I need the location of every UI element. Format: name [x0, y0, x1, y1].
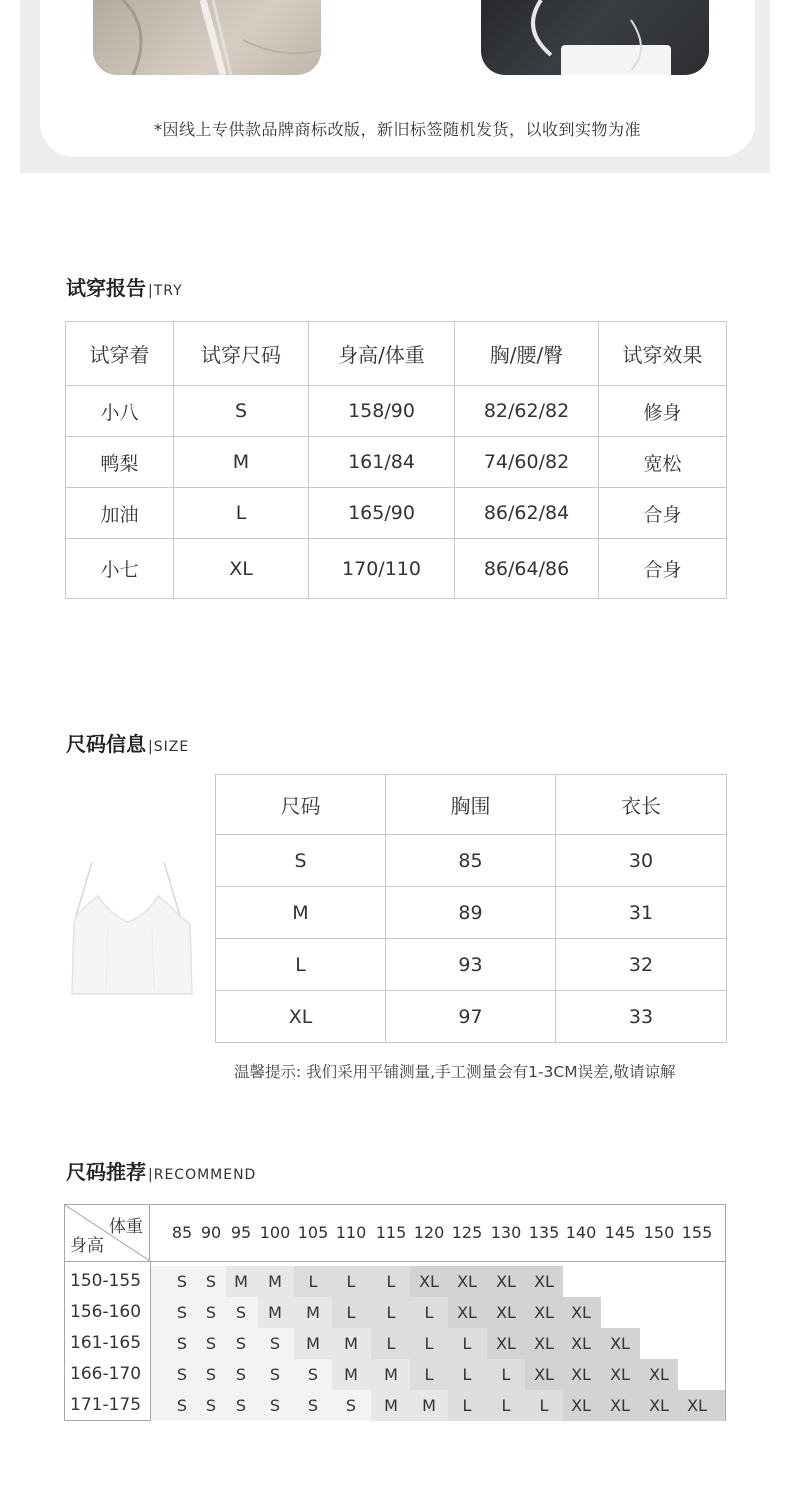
- size-value: S: [205, 1303, 217, 1322]
- table-cell: 86/62/84: [455, 488, 599, 539]
- weight-label: 95: [230, 1223, 252, 1242]
- table-cell: S: [216, 835, 386, 887]
- try-section-title: [66, 272, 183, 301]
- size-value: S: [176, 1334, 188, 1353]
- size-table: [215, 774, 727, 1043]
- table-header-row: [216, 775, 727, 835]
- size-value: M: [306, 1334, 320, 1353]
- header-cell: 身高/体重: [309, 322, 455, 386]
- size-value: XL: [610, 1396, 630, 1415]
- weight-label: 150: [643, 1223, 675, 1242]
- size-value: XL: [649, 1396, 669, 1415]
- recommend-title-subtitle: |RECOMMEND: [148, 1167, 257, 1183]
- size-value: S: [235, 1303, 247, 1322]
- size-value: M: [422, 1396, 436, 1415]
- size-value: S: [307, 1365, 319, 1384]
- weight-label: 90: [200, 1223, 222, 1242]
- size-value: XL: [571, 1365, 591, 1384]
- weight-label: 100: [259, 1223, 291, 1242]
- table-row: [66, 386, 727, 437]
- table-cell: 修身: [599, 386, 727, 437]
- size-value: M: [384, 1365, 398, 1384]
- size-value: L: [501, 1365, 511, 1384]
- size-value: L: [424, 1365, 434, 1384]
- table-cell: 97: [386, 991, 556, 1043]
- table-header-row: [66, 322, 727, 386]
- size-value: XL: [496, 1272, 516, 1291]
- size-value: XL: [571, 1303, 591, 1322]
- table-row: [66, 539, 727, 599]
- table-row: [66, 437, 727, 488]
- size-value: L: [501, 1396, 511, 1415]
- size-value: L: [386, 1334, 396, 1353]
- size-value: M: [268, 1303, 282, 1322]
- size-value: L: [539, 1396, 549, 1415]
- label-photo-right: [481, 0, 709, 75]
- size-value: XL: [534, 1365, 554, 1384]
- height-range-label: 161-165: [70, 1333, 142, 1353]
- size-value: S: [307, 1396, 319, 1415]
- size-value: XL: [610, 1365, 630, 1384]
- table-cell: 86/64/86: [455, 539, 599, 599]
- table-cell: 74/60/82: [455, 437, 599, 488]
- camisole-image: [68, 860, 194, 998]
- size-value: M: [344, 1334, 358, 1353]
- size-section-title: [66, 728, 189, 757]
- size-value: L: [346, 1303, 356, 1322]
- table-cell: 鸭梨: [66, 437, 174, 488]
- header-divider: [65, 1261, 725, 1262]
- size-value: M: [268, 1272, 282, 1291]
- table-cell: 161/84: [309, 437, 455, 488]
- weight-label: 110: [335, 1223, 367, 1242]
- size-value: L: [346, 1272, 356, 1291]
- size-value: L: [386, 1272, 396, 1291]
- table-row: [216, 939, 727, 991]
- measurement-tip: 温馨提示: 我们采用平铺测量,手工测量会有1-3CM误差,敬请谅解: [234, 1063, 676, 1081]
- size-value: XL: [534, 1303, 554, 1322]
- table-cell: S: [174, 386, 309, 437]
- size-value: S: [345, 1396, 357, 1415]
- size-value: S: [176, 1365, 188, 1384]
- table-cell: 85: [386, 835, 556, 887]
- size-value: L: [424, 1334, 434, 1353]
- header-cell: 试穿着: [66, 322, 174, 386]
- table-cell: 小七: [66, 539, 174, 599]
- weight-label: 85: [171, 1223, 193, 1242]
- table-cell: 158/90: [309, 386, 455, 437]
- size-recommend-table: [64, 1204, 726, 1421]
- weight-label: 120: [413, 1223, 445, 1242]
- size-value: XL: [649, 1365, 669, 1384]
- header-cell: 试穿效果: [599, 322, 727, 386]
- size-value: XL: [571, 1396, 591, 1415]
- size-value: XL: [457, 1272, 477, 1291]
- size-value: XL: [496, 1334, 516, 1353]
- size-value: M: [234, 1272, 248, 1291]
- table-row: [216, 991, 727, 1043]
- size-value: S: [269, 1334, 281, 1353]
- size-value: L: [308, 1272, 318, 1291]
- table-cell: 合身: [599, 539, 727, 599]
- size-value: XL: [419, 1272, 439, 1291]
- table-row: [216, 835, 727, 887]
- size-title-subtitle: |SIZE: [148, 739, 190, 755]
- size-value: S: [269, 1365, 281, 1384]
- height-range-label: 171-175: [70, 1395, 142, 1415]
- table-cell: 宽松: [599, 437, 727, 488]
- table-cell: XL: [216, 991, 386, 1043]
- size-value: XL: [534, 1272, 554, 1291]
- table-cell: 165/90: [309, 488, 455, 539]
- size-value: S: [205, 1365, 217, 1384]
- table-cell: 82/62/82: [455, 386, 599, 437]
- size-value: M: [306, 1303, 320, 1322]
- size-value: S: [269, 1396, 281, 1415]
- header-cell: 试穿尺码: [174, 322, 309, 386]
- table-cell: 33: [556, 991, 727, 1043]
- size-value: XL: [687, 1396, 707, 1415]
- column-divider: [150, 1262, 151, 1420]
- weight-label: 135: [528, 1223, 560, 1242]
- weight-label: 155: [681, 1223, 713, 1242]
- size-value: XL: [457, 1303, 477, 1322]
- size-value: S: [235, 1396, 247, 1415]
- header-cell: 胸围: [386, 775, 556, 835]
- size-value: XL: [571, 1334, 591, 1353]
- size-value: L: [424, 1303, 434, 1322]
- label-photo-left: [93, 0, 321, 75]
- size-value: L: [386, 1303, 396, 1322]
- size-value: S: [205, 1334, 217, 1353]
- size-value: L: [462, 1334, 472, 1353]
- try-on-table: [65, 321, 727, 599]
- header-cell: 衣长: [556, 775, 727, 835]
- table-cell: 小八: [66, 386, 174, 437]
- size-value: XL: [534, 1334, 554, 1353]
- table-cell: M: [174, 437, 309, 488]
- size-title-text: 尺码信息: [66, 732, 146, 756]
- size-value: XL: [496, 1303, 516, 1322]
- try-title-subtitle: |TRY: [148, 283, 183, 299]
- table-cell: 170/110: [309, 539, 455, 599]
- weight-label: 115: [375, 1223, 407, 1242]
- recommend-section-title: [66, 1156, 256, 1185]
- table-cell: 93: [386, 939, 556, 991]
- height-range-label: 156-160: [70, 1302, 142, 1322]
- height-range-label: 166-170: [70, 1364, 142, 1384]
- weight-label: 130: [490, 1223, 522, 1242]
- size-value: M: [384, 1396, 398, 1415]
- size-value: S: [176, 1272, 188, 1291]
- weight-label: 140: [565, 1223, 597, 1242]
- table-cell: L: [174, 488, 309, 539]
- try-title-text: 试穿报告: [66, 276, 146, 300]
- corner-height-label: 身高: [70, 1236, 104, 1256]
- table-row: [66, 488, 727, 539]
- table-cell: M: [216, 887, 386, 939]
- table-cell: 32: [556, 939, 727, 991]
- size-value: S: [176, 1396, 188, 1415]
- corner-header: [65, 1205, 150, 1261]
- weight-label: 105: [297, 1223, 329, 1242]
- size-value: XL: [610, 1334, 630, 1353]
- header-cell: 尺码: [216, 775, 386, 835]
- table-cell: XL: [174, 539, 309, 599]
- size-value: S: [235, 1365, 247, 1384]
- corner-weight-label: 体重: [109, 1217, 143, 1237]
- size-value: L: [462, 1365, 472, 1384]
- table-cell: 30: [556, 835, 727, 887]
- size-value: M: [344, 1365, 358, 1384]
- disclaimer-text: *因线上专供款品牌商标改版，新旧标签随机发货，以收到实物为准: [153, 120, 641, 139]
- table-cell: 89: [386, 887, 556, 939]
- table-cell: L: [216, 939, 386, 991]
- header-cell: 胸/腰/臀: [455, 322, 599, 386]
- size-value: S: [176, 1303, 188, 1322]
- table-cell: 合身: [599, 488, 727, 539]
- size-value: S: [235, 1334, 247, 1353]
- size-value: L: [462, 1396, 472, 1415]
- size-value: S: [205, 1396, 217, 1415]
- recommend-title-text: 尺码推荐: [66, 1160, 146, 1184]
- size-value: S: [205, 1272, 217, 1291]
- table-cell: 加油: [66, 488, 174, 539]
- table-cell: 31: [556, 887, 727, 939]
- height-range-label: 150-155: [70, 1271, 142, 1291]
- weight-label: 125: [451, 1223, 483, 1242]
- table-row: [216, 887, 727, 939]
- weight-label: 145: [604, 1223, 636, 1242]
